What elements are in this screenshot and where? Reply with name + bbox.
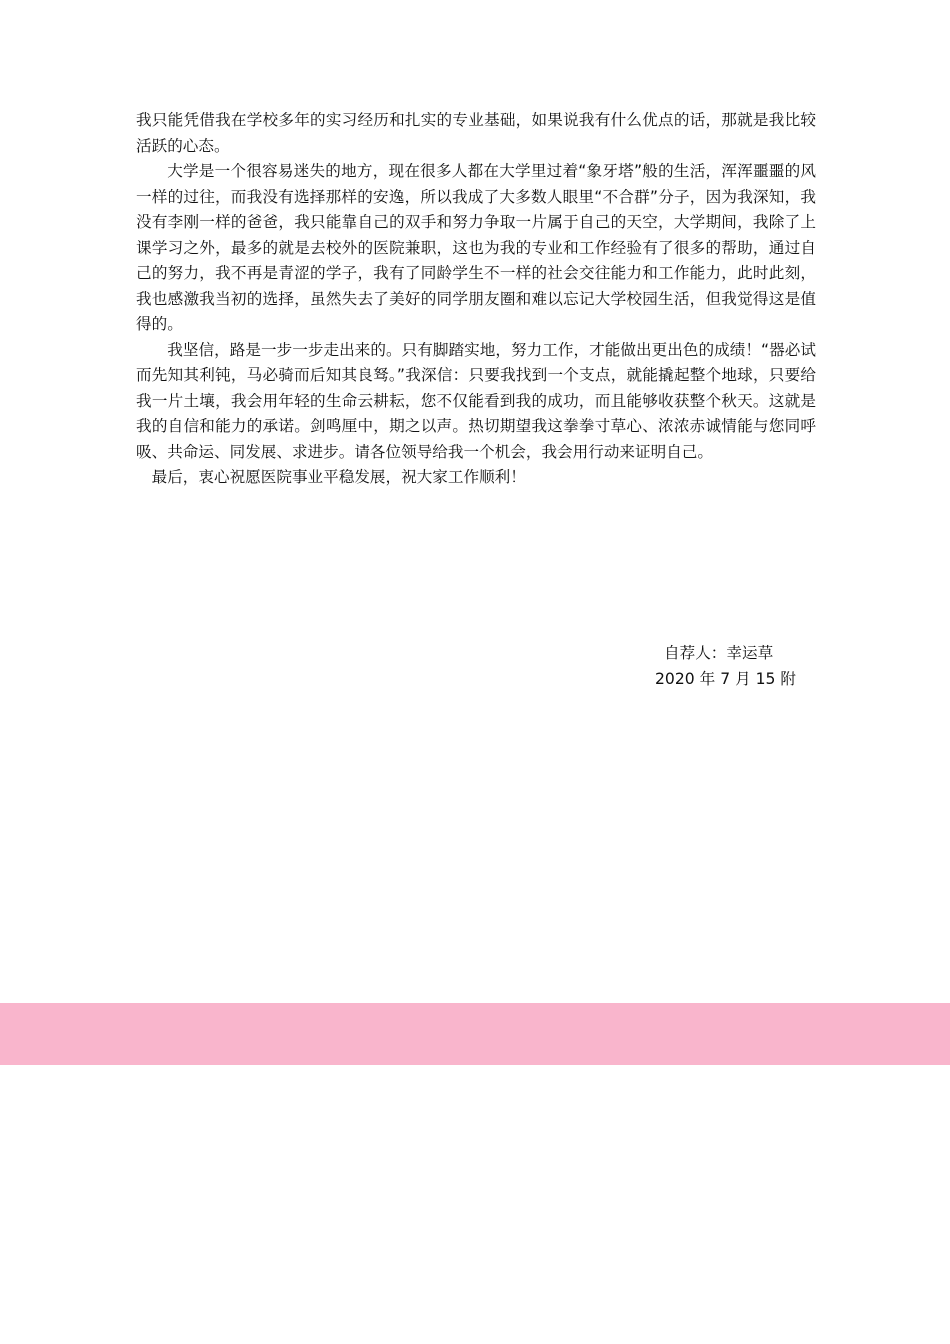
paragraph-4: 最后，衷心祝愿医院事业平稳发展，祝大家工作顺利！ [151, 468, 526, 486]
paragraph-3: 我坚信，路是一步一步走出来的。只有脚踏实地，努力工作，才能做出更出色的成绩！“器必试而先知其利钝，马必骑而后知其良驽。”我深信：只要我找到一个支点，就能撬起整个地球，只要给我一片土壤，我会用年轻的生命云耕耘，您不仅能看到我的成功，而且能够收获整个秋天。这就是我的自信和能力的承诺。剑鸣厘中，期之以声。热切期望我这拳拳寸草心、浓浓赤诚情能与您同呼吸、共命运、同发展、求进步。请各位领导给我一个机会，我会用行动来证明自己。 [136, 340, 816, 461]
signature-date: 2020 年 7 月 15 附 [655, 670, 797, 688]
signature-block [600, 640, 820, 692]
paragraph-1: 我只能凭借我在学校多年的实习经历和扎实的专业基础，如果说我有什么优点的话，那就是我比较活跃的心态。 [136, 111, 816, 155]
signature-name: 自荐人：幸运草 [664, 644, 774, 662]
letter-body [136, 108, 816, 491]
decorative-pink-band [0, 1003, 950, 1065]
paragraph-2: 大学是一个很容易迷失的地方，现在很多人都在大学里过着“象牙塔”般的生活，浑浑噩噩的风一样的过往，而我没有选择那样的安逸，所以我成了大多数人眼里“不合群”分子，因为我深知，我没有李刚一样的爸爸，我只能靠自己的双手和努力争取一片属于自己的天空，大学期间，我除了上课学习之外，最多的就是去校外的医院兼职，这也为我的专业和工作经验有了很多的帮助，通过自己的努力，我不再是青涩的学子，我有了同龄学生不一样的社会交往能力和工作能力，此时此刻，我也感激我当初的选择，虽然失去了美好的同学朋友圈和难以忘记大学校园生活，但我觉得这是值得的。 [136, 162, 816, 333]
